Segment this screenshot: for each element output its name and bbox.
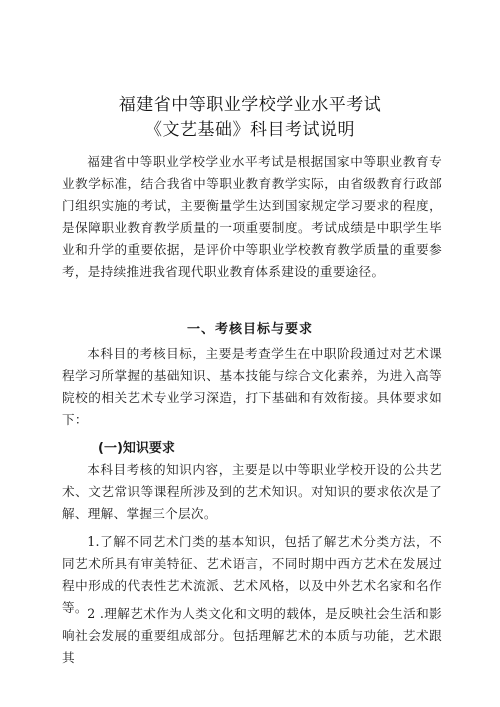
section-heading-exam-goals: 一、考核目标与要求 bbox=[186, 322, 313, 337]
section1-paragraph: 本科目的考核目标，主要是考查学生在中职阶段通过对艺术课程学习所掌握的基础知识、基本技能与综合文化素养，为进入高等院校的相关艺术专业学习深造，打下基础和有效衔接。具体要求如下： bbox=[62, 346, 442, 427]
list-item-2: 2 .理解艺术作为人类文化和文明的载体，是反映社会生活和影响社会发展的重要组成部分。包括理解艺术的本质与功能，艺术跟其 bbox=[62, 606, 442, 665]
document-title-line2: 《文艺基础》科目考试说明 bbox=[145, 120, 355, 140]
intro-paragraph: 福建省中等职业学校学业水平考试是根据国家中等职业教育专业教学标准，结合我省中等职业教育教学实际，由省级教育行政部门组织实施的考试，主要衡量学生达到国家规定学习要求的程度，是保障职业教育教学质量的一项重要制度。考试成绩是中职学生毕业和升学的重要依据，是评价中等职业学校教育教学质量的重要参考，是持续推进我省现代职业教育体系建设的重要途径。 bbox=[62, 154, 442, 279]
subsection1-paragraph: 本科目考核的知识内容，主要是以中等职业学校开设的公共艺术、文艺常识等课程所涉及到的艺术知识。对知识的要求依次是了解、理解、掌握三个层次。 bbox=[62, 462, 442, 521]
subsection-heading-knowledge: (一)知识要求 bbox=[98, 441, 175, 456]
list-item-1: 1.了解不同艺术门类的基本知识，包括了解艺术分类方法，不同艺术所具有审美特征、艺术语言，不同时期中西方艺术在发展过程中形成的代表性艺术流派、艺术风格，以及中外艺术名家和名作等。 bbox=[62, 534, 442, 615]
document-title-line1: 福建省中等职业学校学业水平考试 bbox=[118, 95, 382, 115]
